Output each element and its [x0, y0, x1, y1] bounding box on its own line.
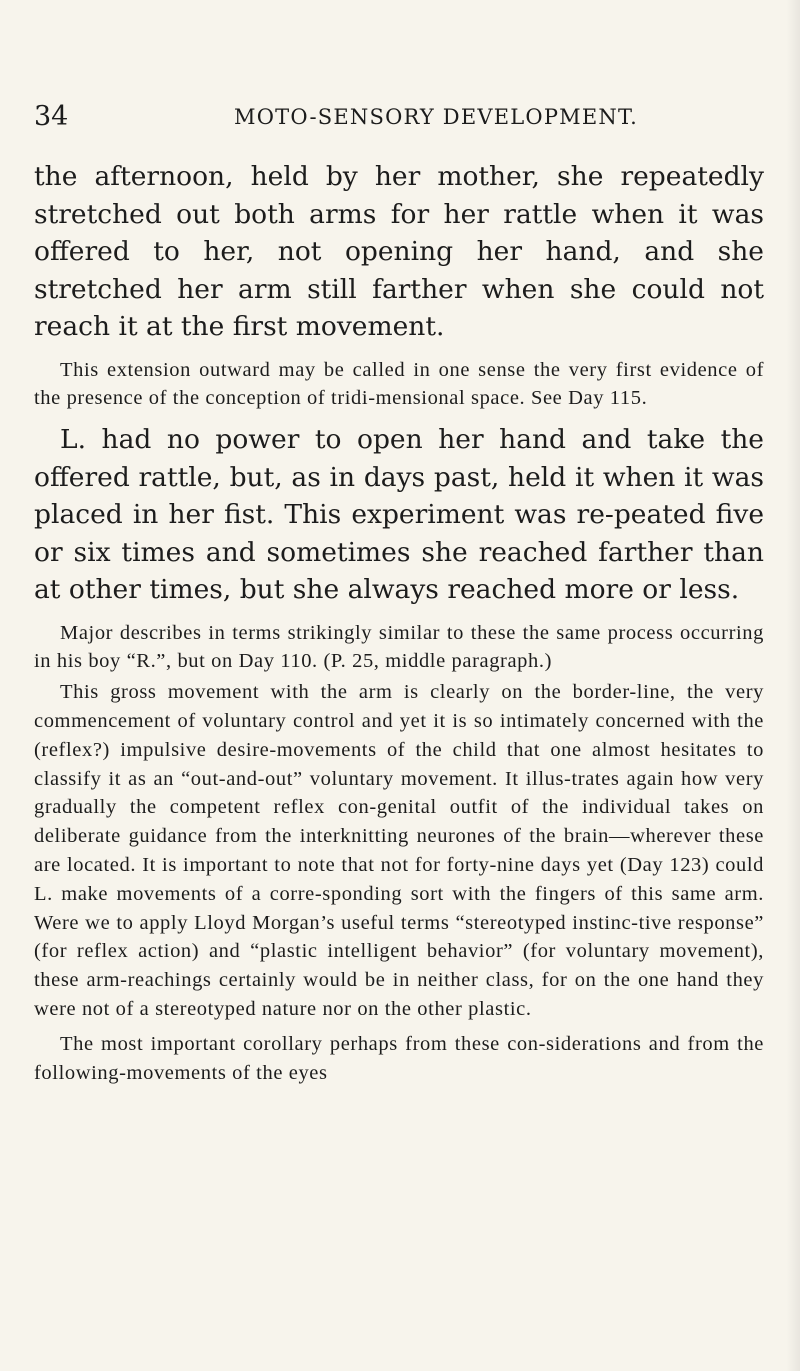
paragraph-6: The most important corollary perhaps from these con-siderations and from the following-movements of the eyes: [34, 1032, 764, 1084]
page-header: [34, 100, 754, 134]
paragraph-5: This gross movement with the arm is clearly on the border-line, the very commencement of voluntary control and yet it is so intimately concerned with the (reflex?) impulsive desire-movements of the child that one almost hesitates to classify it as an “out-and-out” voluntary movement. It illus-trates again how very gradually the competent reflex con-genital outfit of the individual takes on deliberate guidance from the interknitting neurones of the brain—wherever these are located. It is important to note that not for forty-nine days yet (Day 123) could L. make movements of a corre-sponding sort with the fingers of this same arm. Were we to apply Lloyd Morgan’s useful terms “stereotyped instinc-tive response” (for reflex action) and “plastic intelligent behavior” (for voluntary movement), these arm-reachings certainly would be in neither class, for on the one hand they were not of a stereotyped nature nor on the other plastic.: [34, 681, 764, 1020]
paragraph-2: This extension outward may be called in one sense the very first evidence of the presence of the conception of tridi-mensional space. See Day 115.: [34, 358, 764, 410]
paragraph-3: L. had no power to open her hand and take the offered rattle, but, as in days past, held it when it was placed in her fist. This experiment was re-peated five or six times and sometimes she reached farther than at other times, but she always reached more or less.: [34, 424, 764, 606]
paragraph-1: the afternoon, held by her mother, she repeatedly stretched out both arms for her rattle when it was offered to her, not opening her hand, and she stretched her arm still farther when she could not reach it at the first movement.: [34, 161, 764, 342]
paragraph-4: Major describes in terms strikingly similar to these the same process occurring in his boy “R.”, but on Day 110. (P. 25, middle paragraph.): [34, 621, 764, 673]
page-body: [34, 158, 764, 1087]
running-head: MOTO-SENSORY DEVELOPMENT.: [234, 105, 638, 129]
page-number: 34: [34, 101, 69, 132]
page-edge-shadow: [786, 0, 800, 1371]
